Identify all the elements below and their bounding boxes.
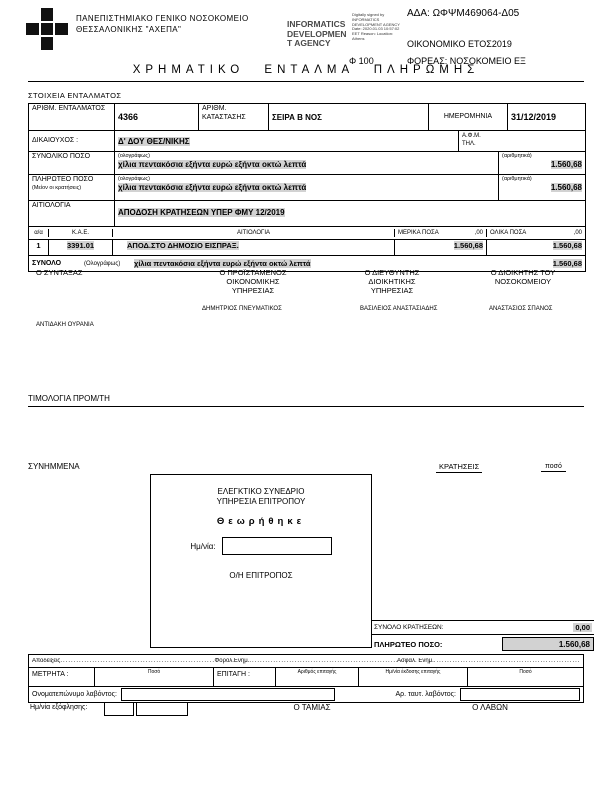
epitagi-poso-header: Ποσό xyxy=(519,669,532,675)
forol-enim-leader xyxy=(214,658,396,664)
item-aitiologia-cell xyxy=(113,240,395,255)
forol-enim-label: Φορολ.Ενημ. xyxy=(214,658,250,664)
plirateo-poso-label: ΠΛΗΡΩΤΕΟ ΠΟΣΟ xyxy=(32,176,94,183)
expense-items-table xyxy=(28,226,586,272)
theorithike-label: Θεωρήθηκε xyxy=(216,516,306,527)
imnia-input-box xyxy=(222,537,332,555)
metrita-poso-cell xyxy=(94,668,214,686)
imnia-label: Ημ/νία: xyxy=(190,541,216,551)
imerominia-value: 31/12/2019 xyxy=(511,112,557,122)
kratiseis-header: ΚΡΑΤΗΣΕΙΣ xyxy=(436,462,482,473)
timologia-label: ΤΙΜΟΛΟΓΙΑ ΠΡΟΜ/ΤΗ xyxy=(28,394,110,403)
imnia-exoflisis-label: Ημ/νία εξόφλησης: xyxy=(30,704,88,711)
cash-cheque-row xyxy=(29,668,583,687)
synolo-kratiseon-value: 0,00 xyxy=(575,623,590,632)
recipient-name-box xyxy=(121,688,335,701)
arithm-entalmatos-label: ΑΡΙΘΜ. ΕΝΤΑΛΜΑΤΟΣ xyxy=(29,104,115,130)
synoliko-poso-words-cell xyxy=(115,152,499,174)
epitagi-arithmos-cell xyxy=(275,668,359,686)
signer-name-dieythyntis: ΒΑΣΙΛΕΙΟΣ ΑΝΑΣΤΑΣΙΑΔΗΣ xyxy=(360,306,438,312)
item-olika-cell xyxy=(487,240,585,255)
role-syntaxas: Ο ΣΥΝΤΑΞΑΣ xyxy=(36,268,83,277)
signer-name-dioikitis: ΑΝΑΣΤΑΣΙΟΣ ΣΠΑΝΟΣ xyxy=(489,306,553,312)
item-aa: 1 xyxy=(29,240,49,255)
metrita-poso-header: Ποσό xyxy=(147,669,161,675)
synimmena-label: ΣΥΝΗΜΜΕΝΑ xyxy=(28,462,80,471)
dikaiouchos-value: Δ' ΔΟΥ ΘΕΣ/ΝΙΚΗΣ xyxy=(118,136,190,146)
hospital-name-line2: ΘΕΣΣΑΛΟΝΙΚΗΣ "ΑΧΕΠΑ" xyxy=(76,25,182,34)
digital-signature-details: Digitally signed by INFORMATICS DEVELOPMENT AGENCY Date: 2020.01.03 10:57:02 EET Reason: Location: Athens xyxy=(352,12,400,41)
audit-court-box xyxy=(150,474,372,648)
item-merika: 1.560,68 xyxy=(453,241,483,250)
afm-til-cell xyxy=(459,131,585,151)
item-row xyxy=(29,239,585,255)
plirateo-poso-words-cell xyxy=(115,175,499,200)
epitagi-poso-cell xyxy=(467,668,583,686)
digital-signature-stamp: INFORMATICS DEVELOPMEN T AGENCY xyxy=(287,19,347,48)
col-header-aa: α/α xyxy=(29,229,49,237)
col-header-olika xyxy=(487,229,585,237)
plirateo-poso-words: χίλια πεντακόσια εξήντα ευρώ εξήντα οκτώ λεπτά xyxy=(118,182,307,192)
merika-label: ΜΕΡΙΚΑ ΠΟΣΑ xyxy=(398,230,439,236)
health-cross-logo xyxy=(26,8,68,50)
total-amount-row xyxy=(29,151,585,174)
item-kae-cell xyxy=(49,240,113,255)
settlement-date-box-1 xyxy=(104,702,134,716)
synoliko-poso-label: ΣΥΝΟΛΙΚΟ ΠΟΣΟ xyxy=(29,152,115,174)
olika-label: ΟΛΙΚΑ ΠΟΣΑ xyxy=(490,230,527,236)
synoliko-poso-amount: 1.560,68 xyxy=(550,159,582,169)
clearances-row xyxy=(29,655,583,668)
document-title: ΧΡΗΜΑΤΙΚΟ ΕΝΤΑΛΜΑ ΠΛΗΡΩΜΗΣ xyxy=(132,64,480,76)
justification-row xyxy=(29,200,585,226)
fiscal-year: ΟΙΚΟΝΟΜΙΚΟ ΕΤΟΣ2019 xyxy=(407,39,512,49)
signer-name-proistamenos: ΔΗΜΗΤΡΙΟΣ ΠΝΕΥΜΑΤΙΚΟΣ xyxy=(202,306,282,312)
role-dieythyntis: Ο ΔΙΕΥΘΥΝΤΗΣ ΔΙΟΙΚΗΤΙΚΗΣ ΥΠΗΡΕΣΙΑΣ xyxy=(364,268,420,295)
plirateo-poso-amount-cell xyxy=(499,175,585,200)
item-merika-cell xyxy=(395,240,487,255)
signer-name-syntaxas: ΑΝΤΙΔΑΚΗ ΟΥΡΑΝΙΑ xyxy=(36,322,94,328)
role-proistamenos: Ο ΠΡΟΪΣΤΑΜΕΝΟΣ ΟΙΚΟΝΟΜΙΚΗΣ ΥΠΗΡΕΣΙΑΣ xyxy=(219,268,287,295)
col-header-kae: Κ.Α.Ε. xyxy=(49,229,113,237)
epitagi-label: ΕΠΙΤΑΓΗ : xyxy=(217,671,250,678)
warrant-number-row xyxy=(29,104,585,130)
plirateo-poso-bottom-label: ΠΛΗΡΩΤΕΟ ΠΟΣΟ: xyxy=(374,639,443,649)
payable-amount-row xyxy=(29,174,585,200)
imerominia-label: ΗΜΕΡΟΜΗΝΙΑ xyxy=(429,104,508,130)
synoliko-poso-amount-cell xyxy=(499,152,585,174)
metrita-label: ΜΕΤΡΗΤΑ : xyxy=(32,671,69,678)
role-dioikitis: Ο ΔΙΟΙΚΗΤΗΣ ΤΟΥ ΝΟΣΟΚΟΜΕΙΟΥ xyxy=(490,268,556,286)
warrant-details-table xyxy=(28,103,586,227)
seira-value: ΣΕΙΡΑ Β ΝΟΣ xyxy=(269,104,429,130)
beneficiary-row xyxy=(29,130,585,151)
imnia-row xyxy=(151,537,371,555)
plirateo-poso-bottom-value: 1.560,68 xyxy=(502,637,594,651)
onomateponymo-label: Ονοματεπώνυμο λαβόντος: xyxy=(32,691,117,698)
col-header-aitiologia: ΑΙΤΙΟΛΟΓΙΑ xyxy=(113,229,395,237)
dikaiouchos-value-cell xyxy=(115,131,459,151)
title-divider xyxy=(28,81,584,82)
timologia-section-header xyxy=(28,394,584,407)
aitiologia-value: ΑΠΟΔΟΣΗ ΚΡΑΤΗΣΕΩΝ ΥΠΕΡ ΦΜΥ 12/2019 xyxy=(118,208,285,217)
recipient-id-box xyxy=(460,688,580,701)
items-table-header xyxy=(29,227,585,239)
ar-taut-label: Αρ. ταυτ. λαβόντος: xyxy=(395,691,456,698)
elegktiko-synedrio-label: ΕΛΕΓΚΤΙΚΟ ΣΥΝΕΔΡΙΟ xyxy=(217,487,305,496)
foreas-label: ΦΟΡΕΑΣ: ΝΟΣΟΚΟΜΕΙΟ ΕΞ xyxy=(407,56,526,66)
apodeixeis-leader xyxy=(32,658,214,664)
afm-label: Α.Φ.Μ. xyxy=(462,133,481,139)
epitagi-imnia-cell xyxy=(359,668,467,686)
col-header-merika xyxy=(395,229,487,237)
hospital-name-line1: ΠΑΝΕΠΙΣΤΗΜΙΑΚΟ ΓΕΝΙΚΟ ΝΟΣΟΚΟΜΕΙΟ xyxy=(76,14,249,23)
synolo-kratiseon-row xyxy=(372,620,594,635)
epitagi-imnia-header: Ημ/νία έκδοσης επιταγής xyxy=(385,669,441,675)
total-label: ΣΥΝΟΛΟ xyxy=(32,260,62,267)
item-olika: 1.560,68 xyxy=(552,241,582,250)
asfal-enim-label: Ασφαλ. Ενημ. xyxy=(396,658,434,664)
total-words: χίλια πεντακόσια εξήντα ευρώ εξήντα οκτώ λεπτά xyxy=(134,259,311,268)
total-amount: 1.560,68 xyxy=(552,259,582,268)
hospital-name xyxy=(76,13,249,35)
section-title-stoixeia: ΣΤΟΙΧΕΙΑ ΕΝΤΑΛΜΑΤΟΣ xyxy=(28,91,122,100)
epitagi-arithmos-header: Αριθμός επιταγής xyxy=(297,669,337,675)
plirateo-poso-label-cell xyxy=(29,175,115,200)
dikaiouchos-label: ΔΙΚΑΙΟΥΧΟΣ : xyxy=(29,131,115,151)
payment-settlement-block xyxy=(28,654,584,703)
asfal-enim-leader xyxy=(397,658,579,664)
recipient-row xyxy=(29,687,583,702)
synoliko-poso-words: χίλια πεντακόσια εξήντα ευρώ εξήντα οκτώ λεπτά xyxy=(118,159,307,169)
dotted-line xyxy=(434,658,580,664)
synolo-kratiseon-label: ΣΥΝΟΛΟ ΚΡΑΤΗΣΕΩΝ: xyxy=(374,624,444,631)
arithm-katastasis-label: ΑΡΙΘΜ. ΚΑΤΑΣΤΑΣΗΣ xyxy=(199,104,269,130)
ada-number: ΑΔΑ: ΩΦΨΜ469064-Δ05 xyxy=(407,8,520,19)
plirateo-poso-row xyxy=(372,637,594,651)
aitiologia-value-cell xyxy=(115,201,585,226)
settlement-date-box-2 xyxy=(136,702,188,716)
total-olografos-label: (Ολογράφως) xyxy=(84,260,121,267)
plirateo-poso-amount: 1.560,68 xyxy=(550,182,582,192)
phi-code: Φ 100 xyxy=(349,56,374,66)
dotted-line xyxy=(60,658,214,664)
item-kae: 3391.01 xyxy=(66,241,95,250)
arithmitika-label: (αριθμητικά) xyxy=(502,153,532,159)
til-label: ΤΗΛ. xyxy=(462,141,476,147)
arithm-entalmatos-value: 4366 xyxy=(115,104,199,130)
apodeixeis-label: Αποδείξεις xyxy=(32,658,61,664)
merika-decimal-suffix: ,00 xyxy=(474,230,483,236)
kratiseis-poso-header: ποσό xyxy=(541,463,566,472)
plirateo-poso-sublabel: (Μείον οι κρατήσεις) xyxy=(32,184,82,191)
olika-decimal-suffix: ,00 xyxy=(573,230,582,236)
arithmitika-label-2: (αριθμητικά) xyxy=(502,176,532,182)
epitropos-label: Ο/Η ΕΠΙΤΡΟΠΟΣ xyxy=(229,571,293,580)
ypiresia-epitropou-label: ΥΠΗΡΕΣΙΑ ΕΠΙΤΡΟΠΟΥ xyxy=(216,497,306,506)
dotted-line xyxy=(249,658,397,664)
tamias-label: Ο ΤΑΜΙΑΣ xyxy=(293,703,331,712)
aitiologia-label: ΑΙΤΙΟΛΟΓΙΑ xyxy=(29,201,115,226)
lavon-label: Ο ΛΑΒΩΝ xyxy=(472,703,508,712)
olografos-label: (ολογράφως) xyxy=(118,153,150,159)
olografos-label-2: (ολογράφως) xyxy=(118,176,150,182)
item-aitiologia: ΑΠΟΔ.ΣΤΟ ΔΗΜΟΣΙΟ ΕΙΣΠΡΑΞ. xyxy=(127,241,239,250)
